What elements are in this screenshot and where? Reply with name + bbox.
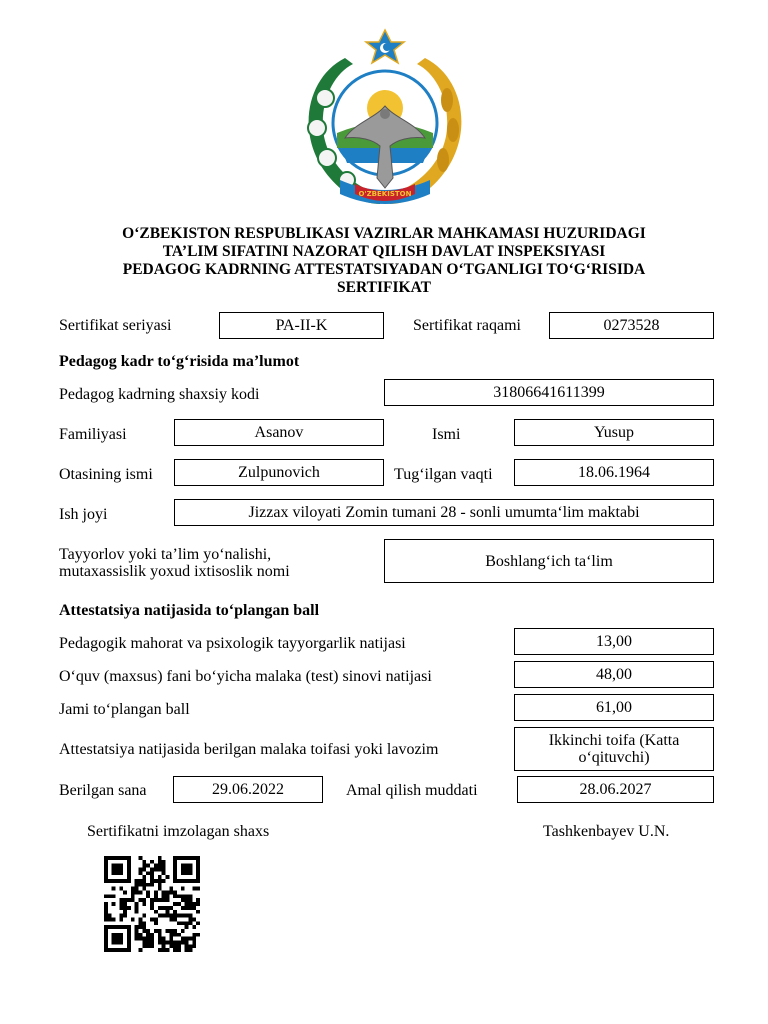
birth-label: Tug‘ilgan vaqti — [394, 466, 493, 483]
qr-code[interactable] — [104, 856, 200, 952]
valid-label: Amal qilish muddati — [346, 782, 478, 799]
cert-number-value: 0273528 — [549, 312, 714, 339]
name-value: Yusup — [514, 419, 714, 446]
pedagogical-value: 13,00 — [514, 628, 714, 655]
cert-series-value: PA-II-K — [219, 312, 384, 339]
header-line-2: TA’LIM SIFATINI NAZORAT QILISH DAVLAT INSPEKSIYASI — [162, 243, 606, 260]
total-label: Jami to‘plangan ball — [59, 701, 190, 718]
emblem-star-icon — [366, 30, 404, 63]
specialty-label-line-2: mutaxassislik yoxud ixtisoslik nomi — [59, 563, 290, 580]
cert-series-label: Sertifikat seriyasi — [59, 317, 172, 334]
subject-label: O‘quv (maxsus) fani bo‘yicha malaka (test) sinovi natijasi — [59, 668, 432, 685]
valid-value: 28.06.2027 — [517, 776, 714, 803]
patronymic-label: Otasining ismi — [59, 466, 153, 483]
cert-number-label: Sertifikat raqami — [413, 317, 521, 334]
specialty-value: Boshlang‘ich ta‘lim — [384, 539, 714, 583]
name-label: Ismi — [432, 426, 461, 443]
category-label: Attestatsiya natijasida berilgan malaka toifasi yoki lavozim — [59, 741, 439, 758]
patronymic-value: Zulpunovich — [174, 459, 384, 486]
total-value: 61,00 — [514, 694, 714, 721]
signature-label: Sertifikatni imzolagan shaxs — [87, 823, 270, 840]
issued-value: 29.06.2022 — [173, 776, 323, 803]
signature-name: Tashkenbayev U.N. — [543, 823, 670, 840]
surname-value: Asanov — [174, 419, 384, 446]
birth-value: 18.06.1964 — [514, 459, 714, 486]
info-section-title: Pedagog kadr to‘g‘risida ma’lumot — [59, 353, 300, 370]
header-line-1: O‘ZBEKISTON RESPUBLIKASI VAZIRLAR MAHKAMASI HUZURIDAGI — [122, 225, 646, 242]
category-value: Ikkinchi toifa (Katta o‘qituvchi) — [514, 727, 714, 771]
emblem-ribbon-text: O'ZBEKISTON — [358, 190, 412, 198]
header-line-4: SERTIFIKAT — [337, 279, 431, 296]
pedagogical-label: Pedagogik mahorat va psixologik tayyorgarlik natijasi — [59, 635, 406, 652]
specialty-label-line-1: Tayyorlov yoki ta’lim yo‘nalishi, — [59, 546, 272, 563]
personal-code-label: Pedagog kadrning shaxsiy kodi — [59, 386, 260, 403]
work-value: Jizzax viloyati Zomin tumani 28 - sonli umumta‘lim maktabi — [174, 499, 714, 526]
issued-label: Berilgan sana — [59, 782, 147, 799]
work-label: Ish joyi — [59, 506, 108, 523]
results-section-title: Attestatsiya natijasida to‘plangan ball — [59, 602, 320, 619]
personal-code-value: 31806641611399 — [384, 379, 714, 406]
subject-value: 48,00 — [514, 661, 714, 688]
header-line-3: PEDAGOG KADRNING ATTESTATSIYADAN O‘TGANLIGI TO‘G‘RISIDA — [122, 261, 646, 278]
surname-label: Familiyasi — [59, 426, 127, 443]
state-emblem — [285, 28, 485, 218]
